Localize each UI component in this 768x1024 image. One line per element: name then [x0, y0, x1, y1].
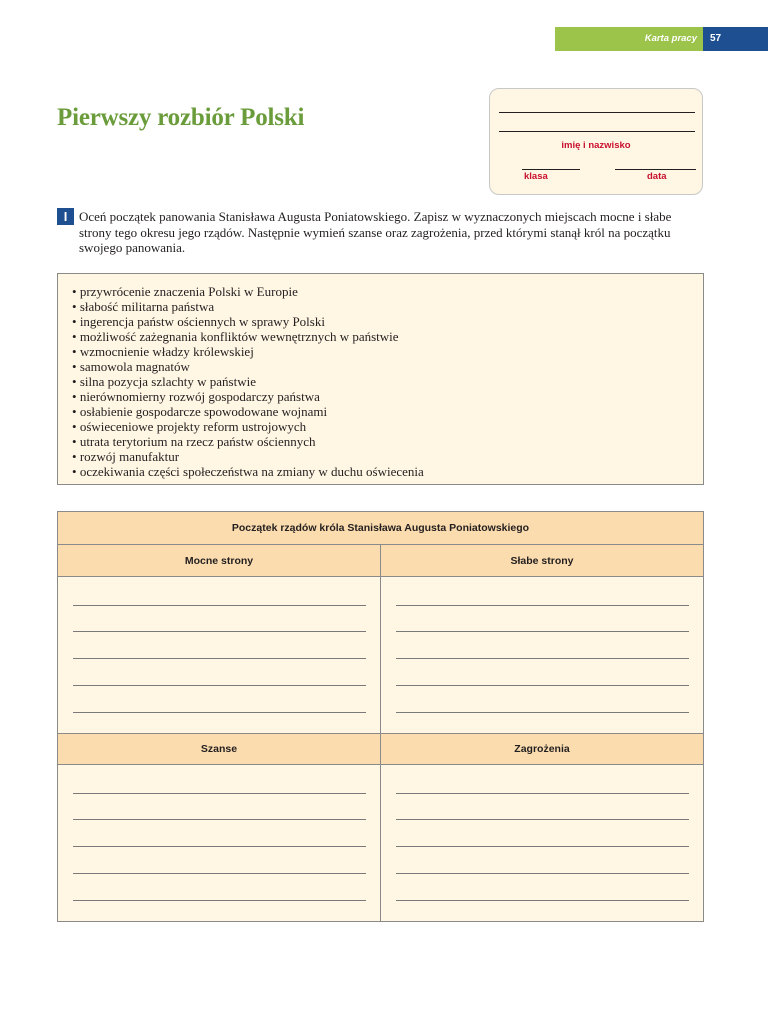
- task-instruction: Oceń początek panowania Stanisława Augusta Poniatowskiego. Zapisz w wyznaczonych miejscach mocne i słabe strony tego okresu jego rządów. Następnie wymień szanse oraz zagrożenia, przed którymi stanął król na początku swojego panowania.: [79, 209, 672, 255]
- date-label: data: [647, 171, 667, 182]
- writing-line[interactable]: [73, 631, 366, 632]
- writing-line[interactable]: [396, 793, 689, 794]
- weaknesses-cell[interactable]: [381, 577, 703, 733]
- writing-line[interactable]: [73, 793, 366, 794]
- header-tab: [555, 27, 768, 51]
- name-line-2[interactable]: [499, 131, 695, 132]
- weaknesses-header: Słabe strony: [381, 545, 703, 576]
- options-box: [57, 273, 704, 485]
- option-item: • utrata terytorium na rzecz państw ościennych: [72, 434, 703, 449]
- writing-line[interactable]: [73, 605, 366, 606]
- writing-line[interactable]: [396, 846, 689, 847]
- date-line[interactable]: [615, 169, 696, 170]
- name-line-1[interactable]: [499, 112, 695, 113]
- table-title: Początek rządów króla Stanisława Augusta Poniatowskiego: [58, 512, 703, 544]
- strengths-cell[interactable]: [58, 577, 380, 733]
- option-item: • nierównomierny rozwój gospodarczy państwa: [72, 389, 703, 404]
- task-number: I: [57, 208, 74, 225]
- writing-line[interactable]: [396, 605, 689, 606]
- writing-line[interactable]: [73, 900, 366, 901]
- writing-line[interactable]: [396, 819, 689, 820]
- writing-line[interactable]: [396, 712, 689, 713]
- option-item: • silna pozycja szlachty w państwie: [72, 374, 703, 389]
- option-item: • wzmocnienie władzy królewskiej: [72, 344, 703, 359]
- option-item: • przywrócenie znaczenia Polski w Europie: [72, 284, 703, 299]
- writing-line[interactable]: [396, 685, 689, 686]
- name-box: [489, 88, 703, 195]
- swot-table: [57, 511, 704, 922]
- class-label: klasa: [524, 171, 548, 182]
- writing-line[interactable]: [73, 846, 366, 847]
- option-item: • oświeceniowe projekty reform ustrojowych: [72, 419, 703, 434]
- options-list: [58, 274, 703, 479]
- option-item: • słabość militarna państwa: [72, 299, 703, 314]
- option-item: • rozwój manufaktur: [72, 449, 703, 464]
- writing-line[interactable]: [396, 900, 689, 901]
- writing-line[interactable]: [73, 712, 366, 713]
- strengths-header: Mocne strony: [58, 545, 380, 576]
- option-item: • samowola magnatów: [72, 359, 703, 374]
- opportunities-header: Szanse: [58, 734, 380, 764]
- column-divider: [380, 545, 381, 921]
- page-number: 57: [703, 27, 768, 51]
- writing-line[interactable]: [396, 631, 689, 632]
- opportunities-cell[interactable]: [58, 765, 380, 921]
- section-label: Karta pracy: [555, 27, 703, 51]
- option-item: • ingerencja państw ościennych w sprawy Polski: [72, 314, 703, 329]
- writing-line[interactable]: [396, 873, 689, 874]
- class-line[interactable]: [522, 169, 580, 170]
- option-item: • oczekiwania części społeczeństwa na zmiany w duchu oświecenia: [72, 464, 703, 479]
- threats-cell[interactable]: [381, 765, 703, 921]
- option-item: • osłabienie gospodarcze spowodowane wojnami: [72, 404, 703, 419]
- threats-header: Zagrożenia: [381, 734, 703, 764]
- writing-line[interactable]: [396, 658, 689, 659]
- name-label: imię i nazwisko: [561, 140, 631, 151]
- option-item: • możliwość zażegnania konfliktów wewnętrznych w państwie: [72, 329, 703, 344]
- writing-line[interactable]: [73, 685, 366, 686]
- writing-line[interactable]: [73, 658, 366, 659]
- writing-line[interactable]: [73, 819, 366, 820]
- writing-line[interactable]: [73, 873, 366, 874]
- page-title: Pierwszy rozbiór Polski: [57, 104, 305, 131]
